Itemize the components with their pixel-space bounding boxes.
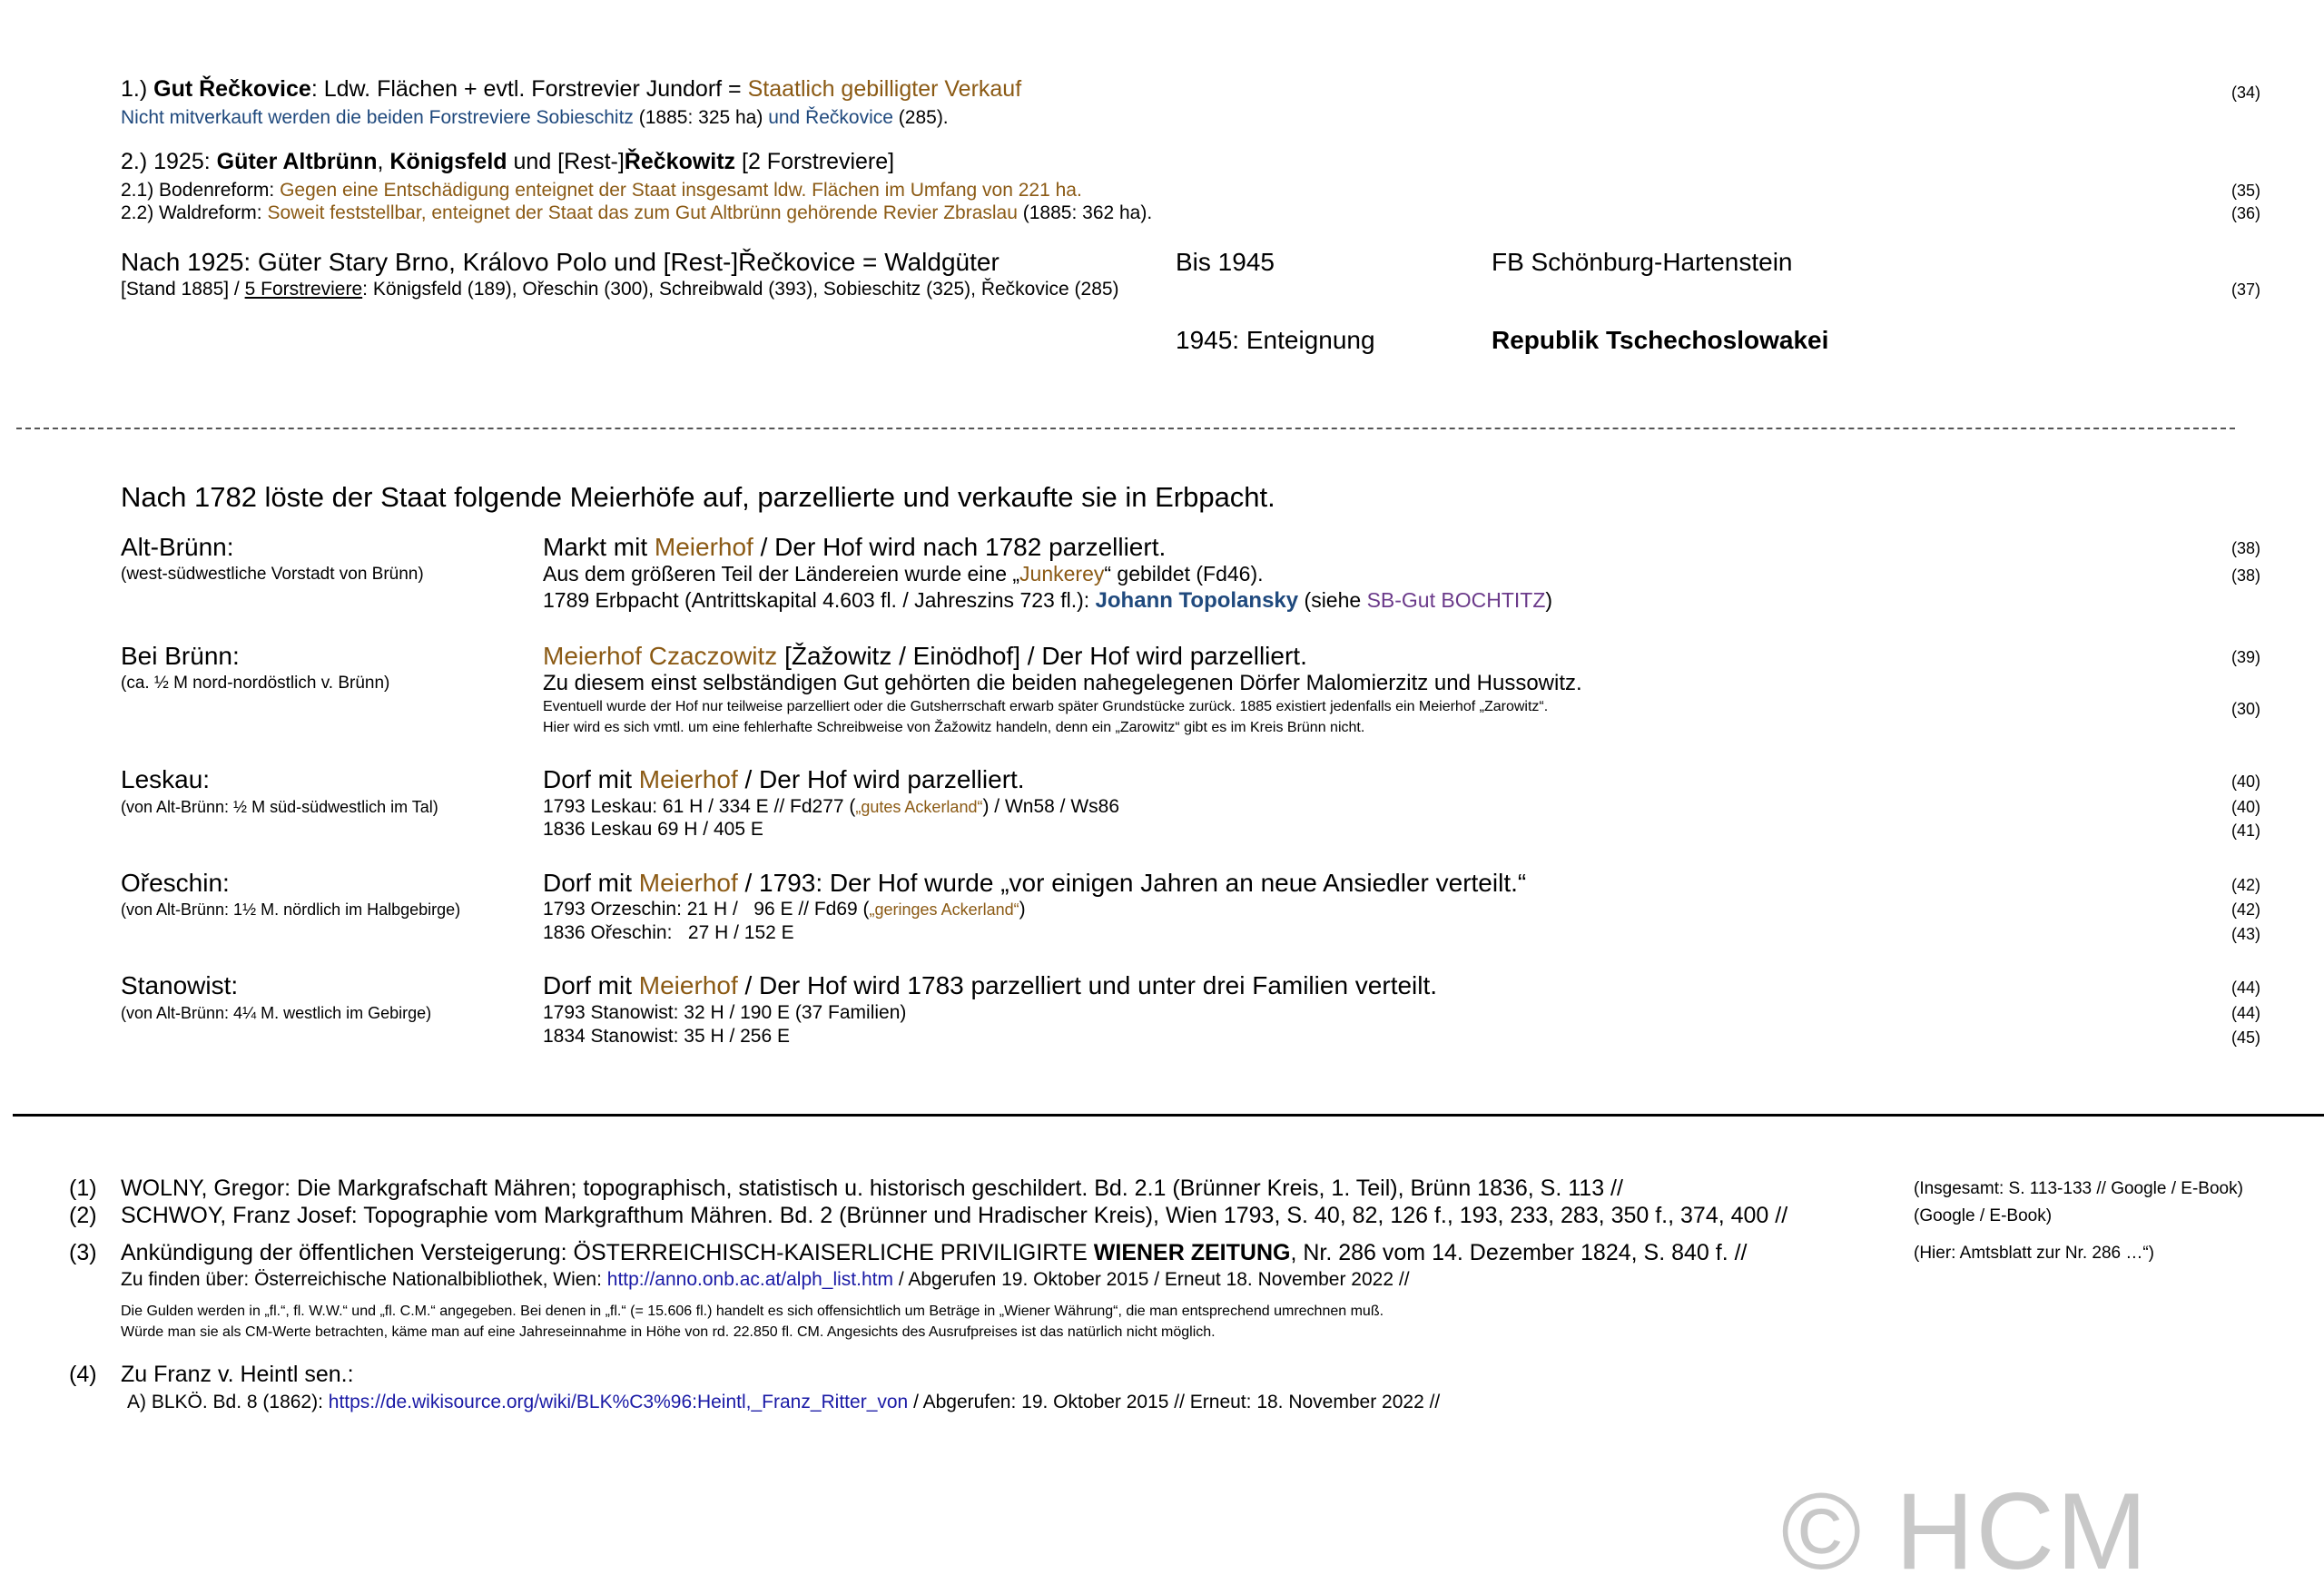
stanowist-line-2: 1793 Stanowist: 32 H / 190 E (37 Familien): [543, 1002, 907, 1023]
place-beibruenn: Bei Brünn:: [121, 642, 240, 670]
footnote-3-text: Ankündigung der öffentlichen Versteigerung: ÖSTERREICHISCH-KAISERLICHE PRIVILIGIRTE WIENER ZEITUNG, Nr. 286 vom 14. Dezember 1824, S. 840 f. //: [121, 1240, 1748, 1265]
footnote-3-num: (3): [69, 1240, 97, 1265]
leskau-line-1: Dorf mit Meierhof / Der Hof wird parzelliert.: [543, 765, 1025, 793]
top-line-6b: Bis 1945: [1176, 248, 1275, 276]
ref-44a: (44): [2231, 979, 2261, 997]
top-line-8a: 1945: Enteignung: [1176, 326, 1375, 354]
footnote-4-link[interactable]: https://de.wikisource.org/wiki/BLK%C3%96:Heintl,_Franz_Ritter_von: [328, 1392, 909, 1412]
top-line-8b: Republik Tschechoslowakei: [1492, 326, 1829, 354]
ref-42a: (42): [2231, 876, 2261, 894]
ref-30: (30): [2231, 700, 2261, 718]
place-stanowist: Stanowist:: [121, 971, 239, 999]
copyright-watermark: © HCM: [1781, 1471, 2150, 1592]
altbruenn-line-3: 1789 Erbpacht (Antrittskapital 4.603 fl. / Jahreszins 723 fl.): Johann Topolansky (siehe SB-Gut BOCHTITZ): [543, 588, 1553, 613]
leskau-line-2: 1793 Leskau: 61 H / 334 E // Fd277 („gutes Ackerland“) / Wn58 / Ws86: [543, 796, 1120, 817]
place-beibruenn-desc: (ca. ½ M nord-nordöstlich v. Brünn): [121, 674, 390, 693]
dashed-divider: [16, 428, 2235, 429]
top-line-4: 2.1) Bodenreform: Gegen eine Entschädigung enteignet der Staat insgesamt ldw. Flächen im Umfang von 221 ha.: [121, 180, 1082, 201]
ref-39: (39): [2231, 648, 2261, 666]
ref-37: (37): [2231, 280, 2261, 299]
oreschin-line-1: Dorf mit Meierhof / 1793: Der Hof wurde „vor einigen Jahren an neue Ansiedler verteilt.“: [543, 869, 1527, 897]
beibruenn-line-3: Eventuell wurde der Hof nur teilweise parzelliert oder die Gutsherrschaft erwarb später Grundstücke zurück. 1885 existiert jedenfalls ein Meierhof „Zarowitz“.: [543, 699, 1549, 714]
ref-38a: (38): [2231, 539, 2261, 557]
ref-41: (41): [2231, 822, 2261, 840]
stanowist-line-1: Dorf mit Meierhof / Der Hof wird 1783 parzelliert und unter drei Familien verteilt.: [543, 971, 1438, 999]
beibruenn-line-1: Meierhof Czaczowitz [Žažowitz / Einödhof] / Der Hof wird parzelliert.: [543, 642, 1307, 670]
top-line-3: 2.) 1925: Güter Altbrünn, Königsfeld und [Rest-]Řečkowitz [2 Forstreviere]: [121, 149, 895, 174]
ref-36: (36): [2231, 204, 2261, 222]
ref-44b: (44): [2231, 1004, 2261, 1022]
top-line-2: Nicht mitverkauft werden die beiden Forstreviere Sobieschitz (1885: 325 ha) und Řečkovice (285).: [121, 107, 949, 128]
ref-45: (45): [2231, 1028, 2261, 1047]
top-line-6a: Nach 1925: Güter Stary Brno, Královo Polo und [Rest-]Řečkovice = Waldgüter: [121, 248, 1000, 276]
leskau-line-3: 1836 Leskau 69 H / 405 E: [543, 819, 763, 840]
footnote-3-note: (Hier: Amtsblatt zur Nr. 286 …“): [1914, 1244, 2155, 1263]
place-oreschin: Ořeschin:: [121, 869, 230, 897]
footnote-2-text: SCHWOY, Franz Josef: Topographie vom Markgrafthum Mähren. Bd. 2 (Brünner und Hradischer Kreis), Wien 1793, S. 40, 82, 126 f., 193, 233, 283, 350 f., 374, 400 //: [121, 1203, 1788, 1228]
footnote-1-text: WOLNY, Gregor: Die Markgrafschaft Mähren; topographisch, statistisch u. historisch geschildert. Bd. 2.1 (Brünner Kreis, 1. Teil), Brünn 1836, S. 113 //: [121, 1176, 1623, 1201]
altbruenn-line-2: Aus dem größeren Teil der Ländereien wurde eine „Junkerey“ gebildet (Fd46).: [543, 562, 1264, 585]
place-altbruenn: Alt-Brünn:: [121, 533, 234, 561]
footnote-4-text: Zu Franz v. Heintl sen.:: [121, 1362, 354, 1387]
solid-divider: [13, 1114, 2324, 1117]
ref-40a: (40): [2231, 772, 2261, 791]
footnote-2-note: (Google / E-Book): [1914, 1206, 2053, 1225]
ref-34: (34): [2231, 84, 2261, 102]
ref-42b: (42): [2231, 900, 2261, 919]
footnote-4-source: A) BLKÖ. Bd. 8 (1862): https://de.wikisource.org/wiki/BLK%C3%96:Heintl,_Franz_Ritter_von / Abgerufen: 19. Oktober 2015 // Erneut: 18. November 2022 //: [127, 1392, 1441, 1412]
footnote-3-line-3: Die Gulden werden in „fl.“, fl. W.W.“ und „fl. C.M.“ angegeben. Bei denen in „fl.“ (= 15.606 fl.) handelt es sich offensichtlich um Beträge in „Wiener Währung“, die man entsprechend umrechnen muß.: [121, 1304, 1384, 1319]
place-leskau-desc: (von Alt-Brünn: ½ M süd-südwestlich im Tal): [121, 798, 438, 816]
top-line-6c: FB Schönburg-Hartenstein: [1492, 248, 1793, 276]
footnote-3-line-4: Würde man sie als CM-Werte betrachten, käme man auf eine Jahreseinnahme in Höhe von rd. 22.850 fl. CM. Angesichts des Ausrufpreises ist das natürlich nicht möglich.: [121, 1324, 1216, 1340]
footnote-3-source: Zu finden über: Österreichische Nationalbibliothek, Wien: http://anno.onb.ac.at/alph_list.htm / Abgerufen 19. Oktober 2015 / Erneut 18. November 2022 //: [121, 1269, 1410, 1290]
place-leskau: Leskau:: [121, 765, 211, 793]
oreschin-line-3: 1836 Ořeschin: 27 H / 152 E: [543, 922, 794, 943]
altbruenn-line-1: Markt mit Meierhof / Der Hof wird nach 1782 parzelliert.: [543, 533, 1167, 561]
ref-38b: (38): [2231, 566, 2261, 585]
ref-40b: (40): [2231, 798, 2261, 816]
top-line-1: 1.) Gut Řečkovice: Ldw. Flächen + evtl. Forstrevier Jundorf = Staatlich gebilligter Verkauf: [121, 76, 1022, 102]
place-oreschin-desc: (von Alt-Brünn: 1½ M. nördlich im Halbgebirge): [121, 900, 461, 919]
stanowist-line-3: 1834 Stanowist: 35 H / 256 E: [543, 1026, 791, 1047]
footnote-3-link[interactable]: http://anno.onb.ac.at/alph_list.htm: [606, 1269, 893, 1290]
footnote-1-num: (1): [69, 1176, 97, 1201]
beibruenn-line-4: Hier wird es sich vmtl. um eine fehlerhafte Schreibweise von Žažowitz handeln, denn ein „Zarowitz“ gibt es im Kreis Brünn nicht.: [543, 720, 1365, 735]
beibruenn-line-2: Zu diesem einst selbständigen Gut gehörten die beiden nahegelegenen Dörfer Malomierzitz und Hussowitz.: [543, 671, 1582, 695]
footnote-2-num: (2): [69, 1203, 97, 1228]
place-altbruenn-desc: (west-südwestliche Vorstadt von Brünn): [121, 565, 424, 584]
section-heading: Nach 1782 löste der Staat folgende Meierhöfe auf, parzellierte und verkaufte sie in Erbpacht.: [121, 481, 1275, 513]
oreschin-line-2: 1793 Orzeschin: 21 H / 96 E // Fd69 („geringes Ackerland“): [543, 899, 1026, 920]
footnote-4-num: (4): [69, 1362, 97, 1387]
place-stanowist-desc: (von Alt-Brünn: 4¼ M. westlich im Gebirge): [121, 1004, 432, 1022]
top-line-7: [Stand 1885] / 5 Forstreviere: Königsfeld (189), Ořeschin (300), Schreibwald (393), Sobieschitz (325), Řečkovice (285): [121, 279, 1119, 300]
ref-35: (35): [2231, 182, 2261, 200]
top-line-5: 2.2) Waldreform: Soweit feststellbar, enteignet der Staat das zum Gut Altbrünn gehörende Revier Zbraslau (1885: 362 ha).: [121, 202, 1153, 223]
footnote-1-note: (Insgesamt: S. 113-133 // Google / E-Book): [1914, 1179, 2243, 1198]
ref-43: (43): [2231, 925, 2261, 943]
